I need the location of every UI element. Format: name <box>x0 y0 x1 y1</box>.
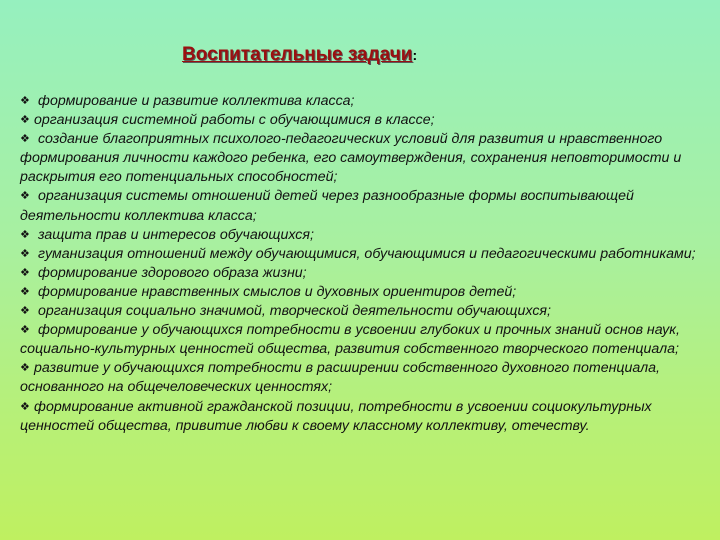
list-item-text: защита прав и интересов обучающихся; <box>34 226 314 243</box>
list-item <box>20 187 700 225</box>
list-item-text: гуманизация отношений между обучающимися, обучающимися и педагогическими работниками; <box>34 245 696 262</box>
slide-title-colon: : <box>412 47 418 63</box>
bullet-diamond-icon: ❖ <box>20 285 30 298</box>
list-item-text: формирование у обучающихся потребности в усвоении глубоких и прочных знаний основ наук, социально-культурных ценностей общества, развития собственного творческого потенциала; <box>20 322 680 358</box>
list-item-text: создание благоприятных психолого-педагогических условий для развития и нравственного формирования личности каждого ребенка, его самоутверждения, сохранения неповторимости и раскрытия его потенциальных способностей; <box>20 131 682 186</box>
bullet-diamond-icon: ❖ <box>20 324 30 337</box>
list-item-text: организация системной работы с обучающимися в классе; <box>34 112 435 129</box>
list-item <box>20 226 700 245</box>
bullet-diamond-icon: ❖ <box>20 114 30 127</box>
bullet-diamond-icon: ❖ <box>20 228 30 241</box>
bullet-diamond-icon: ❖ <box>20 247 30 260</box>
slide-title: Воспитательные задачи <box>182 44 413 65</box>
list-item <box>20 264 700 283</box>
list-item <box>20 398 700 436</box>
list-item <box>20 245 700 264</box>
list-item-text: формирование и развитие коллектива класса; <box>34 93 355 109</box>
bullet-diamond-icon: ❖ <box>20 190 30 203</box>
list-item <box>20 92 700 111</box>
list-item-text: организация системы отношений детей через разнообразные формы воспитывающей деятельности коллектива класса; <box>20 188 634 224</box>
list-item <box>20 111 700 130</box>
slide-title-wrap <box>182 44 417 66</box>
bullet-diamond-icon: ❖ <box>20 266 30 279</box>
task-list <box>20 92 700 436</box>
list-item <box>20 283 700 302</box>
bullet-diamond-icon: ❖ <box>20 305 30 318</box>
list-item-text: формирование нравственных смыслов и духовных ориентиров детей; <box>34 283 517 300</box>
list-item-text: формирование здорового образа жизни; <box>34 264 307 281</box>
bullet-diamond-icon: ❖ <box>20 95 30 107</box>
list-item <box>20 359 700 397</box>
bullet-diamond-icon: ❖ <box>20 400 30 413</box>
list-item <box>20 302 700 321</box>
list-item <box>20 130 700 187</box>
list-item-text: формирование активной гражданской позиции, потребности в усвоении социокультурных ценностей общества, привитие любви к своему классному коллективу, отечеству. <box>20 398 652 434</box>
bullet-diamond-icon: ❖ <box>20 362 30 375</box>
list-item-text: организация социально значимой, творческой деятельности обучающихся; <box>34 303 551 320</box>
bullet-diamond-icon: ❖ <box>20 133 30 146</box>
list-item <box>20 321 700 359</box>
list-item-text: развитие у обучающихся потребности в расширении собственного духовного потенциала, основанного на общечеловеческих ценностях; <box>20 360 660 396</box>
